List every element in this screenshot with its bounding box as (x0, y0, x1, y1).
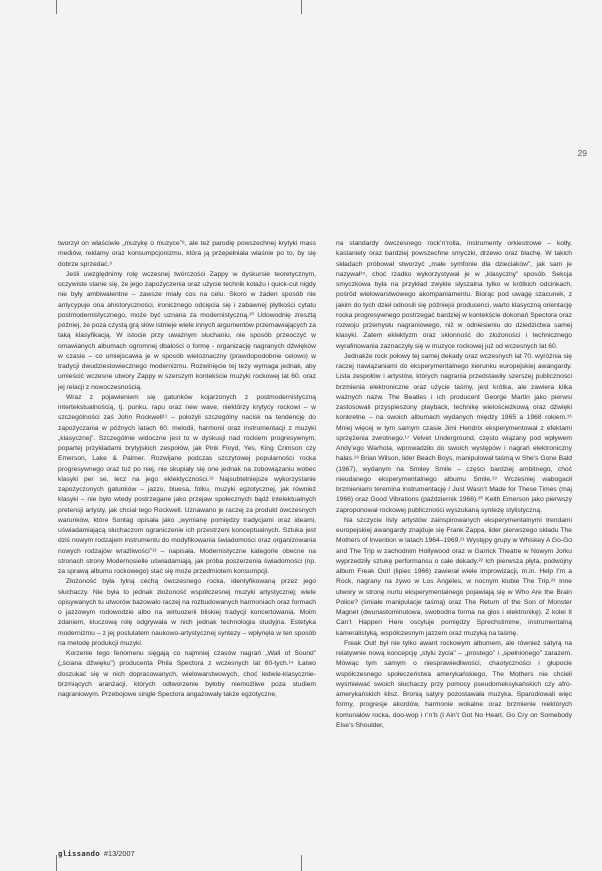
page-number: 29 (577, 148, 587, 158)
paragraph: Korzenie tego fenomenu sięgają co najmniej czasów nagrań „Wall of Sound” („ściana dźwięku”) producenta Phila Spectora z wczesnych lat 60-tych.¹⁴ Łatwo doszukać się w nich dopracowanych, wielowarstwowych, choć ledwie-klasycznie-brzmiących aranżacji, których odtworzenie byłoby niemożliwe poza studiem nagraniowym. Przebojowe single Spectora angażowały także egzotyczne, (58, 650, 316, 698)
crop-mark (56, 855, 57, 871)
crop-mark (56, 0, 57, 14)
paragraph: Freak Out! był nie tylko awant rockowym albumem, ale również satyrą na relatywnie nową koncepcję „stylu życia” – „prostego” i „spełnionego” zarazem. Mówiąc tym samym o niesprawiedliwości, chaotyczności i głupocie współczesnego społeczeństwa amerykańskiego, The Mothers nie chcieli wyśmiewać swoich słuchaczy przy pomocy pseudomeksykańskich czy afro-amerykańskich klisz. Bronią satyry pozostawała muzyka. Sparodiowali więc formy, progresje akordów, harmonie wokalne oraz brzmienie niektórych komunałów rocka, doo-wop i r’n’b (I Ain’t Got No Heart, Go Cry on Somebody Else’s Shoulder, (336, 639, 572, 729)
paragraph: Jednakże rock połowy tej samej dekady oraz wczesnych lat 70. wyróżnia się raczej nawiązaniami do eksperymentalnego kierunku europejskiej awangardy. Lista zespołów i artystów, których nagrania przedstawiły szerszej publiczności brzmienia elektroniczne oraz użycie taśmy, jest krótka, ale zawiera kilka ważnych nazw. The Beatles i ich producent George Martin jako pierwsi zastosowali przyspieszony playback, technikę wielościeżkową oraz dźwięki konkretne – na swoich albumach wydanych między 1965 a 1968 rokiem.¹⁶ Mniej więcej w tym samym czasie Jimi Hendrix eksperymentował z efektami sprzężenia zwrotnego.¹⁷ Velvet Underground, często wiązany pod wpływem Andy’ego Warhola, wprowadziło do swoich występów i nagrań elektroniczny hałas.¹⁸ Brian Wilson, lider Beach Boys, manipulował taśmą w She’s Gone Bald (1967), wydanym na Smiley Smile – części bardziej ambitnego, choć nieudanego eksperymentalnego albumu Smile.¹⁹ Wcześniej wabogacił brzmieniami teremina instrumentację / Just Wasn’t Made for These Times (maj 1966) oraz Good Vibrations (październik 1966).²⁰ Keith Emerson jako pierwszy zaproponował rockowej publiczności wyszukaną syntezę stylistyczną. (336, 352, 572, 514)
paragraph: Jeśli uwzględnimy rolę wczesnej twórczości Zappy w dyskursie teoretycznym, oczywiste stanie się, że jego zapożyczenia oraz użycie technik kolażu i quick-cut nigdy nie były ambiwalentne – zawsze miały cos na celu. Skoro w żaden sposób nie antycypuje ona ahistoryczności, ironicznego odcięcia się i zabawnej płytkości cytatu postmodernistycznego, może być uznana za modernistyczną.¹⁰ Udowodnię zresztą później, że poza czystą grą słów istnieje wiele innych argumentów przemawiających za taką klasyfikacją. W istocie przy uważnym słuchaniu, nie sposób przeoczyć w omawianych albumach ogromnej dbałości o formę - organizację nagranych dźwięków w czasie – co umiejscawia je w sposób wieloznaczny (prawdopodobnie celowo) w tradycji dwudziestowiecznego modernizmu. Rozwinięcie tej tezy wymaga jednak, aby umieścić wczesne utwory Zappy w szerszym kontekście muzyki rockowej lat 60. oraz jej relacji z nowoczesnością. (58, 270, 316, 391)
crop-mark (301, 0, 302, 14)
paragraph: Wraz z pojawieniem się gatunków kojarzonych z postmodernistyczną intertekstualnością, tj. punku, rapu oraz new wave, niektórzy krytycy rockowi – w szczególności zaś John Rockwell¹¹ – położyli szczególny nacisk na tendencję do zapożyczania w późnych latach 60. melodii, harmonii oraz instrumentacji z muzyki „klasycznej”. Szczególnie widoczne jest to w dyskusji nad rockiem progresywnym, popartej przykładami brytyjskich zespołów, jak Pink Floyd, Yes, King Crimson czy Emerson, Lake & Palmer. Rozwijane podczas szczytowej popularności rocka progresywnego oraz tuż po niej, nie skupiały się one jednak na zobowiązaniu wobec klasyki per se, lecz na jego eklektyczności.¹² Najsubtelniejsze wykorzystanie zapożyczonych gatunków – jazzu, bluesa, folku, muzyki egzotycznej, jak również klasyki – nie było wtedy postrzegane jako przejaw społecznych bądź intelektualnych pretensji artysty, jak chciał tego Rockwell. Uznawano je raczej za produkt ówczesnych warunków, które Sontag opisała jako „wymianę pomiędzy tradycjami oraz ideami, uświadamiającą słuchaczom ograniczenie ich przestrzeni konceptualnych. Sztuka jest dziś nowym rodzajem instrumentu do modyfikowania świadomości oraz organizowania nowych rodzajów wrażliwości”¹³ – napisała. Modernistyczne kategorie obecne na stronach strony Modernosielle uświadamiają, jak próba poszerzenia świadomości (np. za sprawą albumu rockowego) stać się może przedmiotem konsumpcji. (58, 393, 316, 575)
crop-mark (301, 855, 302, 871)
text-column-left (58, 239, 316, 700)
paragraph: Złożoność była tylną cechą ówczesnego rocka, identyfikowaną przez jego słuchaczy. Nie była to jednak złożoność współczesnej muzyki artystycznej; wiele opisywanych tu utworów bazowało raczej na rozbudowanych harmoniach oraz formach o jazzowym rodowodzie albo na wirtuozerii bliskiej tradycji koncertowania. Moim zdaniem, kluczową rolę odgrywała w nich jednak technologia studyjna. Estetyka modernizmu – z jej postulatem naukowo-artystycznej syntezy – wpłynęła w ten sposób na metodę produkcji muzyki. (58, 578, 316, 647)
paragraph: na standardy ówczesnego rock’n’rolla, instrumenty orkiestrowe – kotły, kastaniety oraz bardziej powszechne smyczki, drzewo oraz blachę. W takich składach próbował stworzyć „małe symfonie dla dzieciaków”, jak sam je nazywał¹⁵, choć rzadko wykorzystywał je w „klasyczny” sposób. Sekcja smyczkowa była na przykład zwykle słyszalna tylko w krótkich odcinkach, pośród wielowarstwowego akompaniamentu. Biorąc pod uwagę szacunek, z jakim do tych dzieł odnosili się późniejsi producenci, warto klasyczną orientację rocka progresywnego postrzegać bardziej w kontekście dokonań Spectora oraz rozwoju przemysłu nagraniowego, niż w odniesieniu do dziedzictwa samej klasyki. Zatem eklektyzm oraz skłonność do złożoności i technicznego wyrafinowania zaznaczyły się w muzyce rockowej już od wczesnych lat 60. (336, 240, 572, 350)
issue-number: #13/2007 (103, 849, 135, 858)
text-column-right (336, 239, 572, 731)
magazine-name: glissando (58, 849, 100, 858)
paragraph: Na szczycie listy artystów zainspirowanych eksperymentalnymi trendami europejskiej awangardy znajduje się Frank Zappa, lider pierwszego składu The Mothers of Invention w latach 1964–1969.²¹ Występy grupy w Whiskey A Go-Go and The Trip w zachodnim Hollywood oraz w Garrick Theatre w Nowym Jorku wyprzedziły sztukę performansu o całe dekady.²² Ich pierwsza płyta, podwójny album Freak Out! (lipiec 1966) zawierał wiele improwizacji, m.in. Help I’m a Rock, nagrany na żywo w Los Angeles, w nocnym klubie The Trip.²³ Inne utwory w stronę nurtu eksperymentalnego pojawiają się w Who Are the Brain Police? (śmiałe manipulacje taśmą) oraz The Return of the Son of Monster Magnet (dwunastominutowa, swobodna forma na głos i elektronikę). Z kolei It Can’t Happen Here oscyluje pomiędzy Sprechstimme, instrumentalną kameralistyką, współczesnym jazzem oraz muzyką na taśmę. (336, 516, 572, 637)
footer (58, 849, 135, 858)
paragraph: tworzył on właściwie „muzykę o muzyce”⁸, ale też parodię powszechnej krytyki mass mediów, reklamy oraz konsumpcjonizmu, która ją przepełniała właśnie po to, by się dobrze sprzedać.⁹ (58, 240, 316, 268)
